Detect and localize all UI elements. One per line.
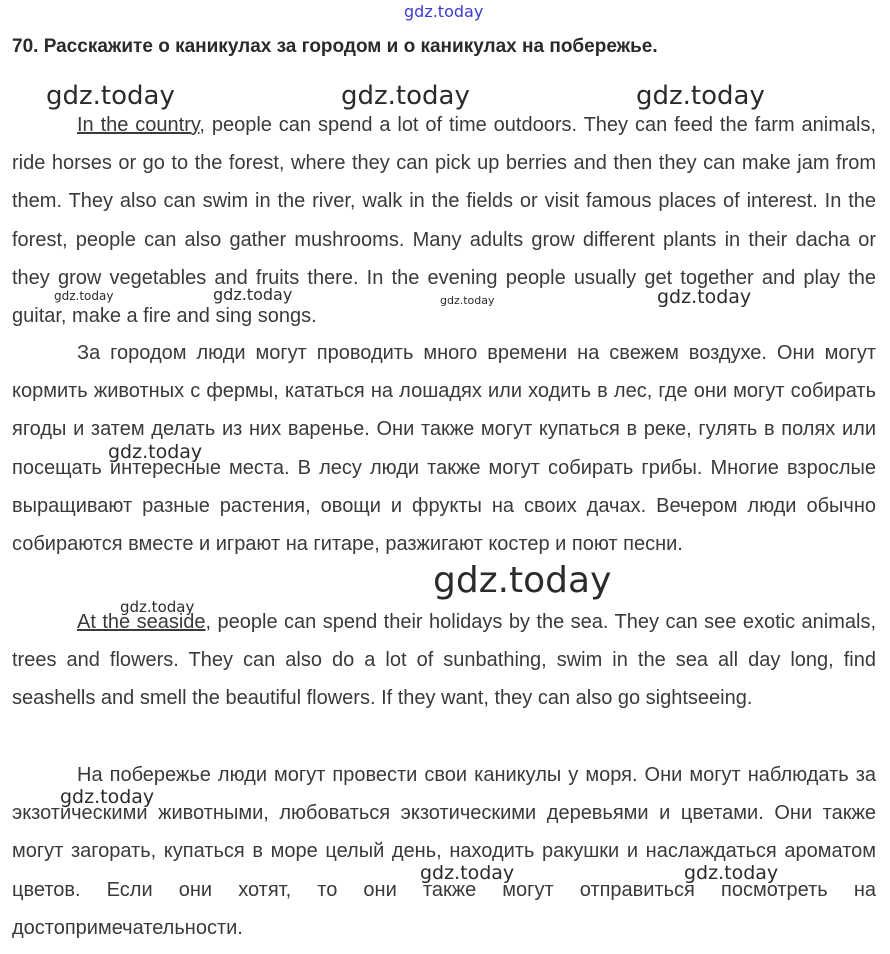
paragraph-seaside-english bbox=[12, 603, 876, 718]
watermark: gdz.today bbox=[440, 294, 495, 307]
watermark: gdz.today bbox=[54, 289, 114, 303]
watermark: gdz.today bbox=[108, 441, 203, 463]
exercise-title: 70. Расскажите о каникулах за городом и о каникулах на побережье. bbox=[12, 36, 658, 57]
watermark: gdz.today bbox=[46, 81, 175, 111]
watermark: gdz.today bbox=[657, 286, 752, 308]
watermark: gdz.today bbox=[420, 862, 515, 884]
watermark: gdz.today bbox=[120, 598, 195, 616]
paragraph-text: , people can spend their holidays by the sea. They can see exotic animals, trees and flowers. They can also do a lot of sunbathing, swim in the sea all day long, find seashells and smell the beautiful flowers. If they want, they can also go sightseeing. bbox=[12, 611, 876, 710]
watermark: gdz.today bbox=[636, 81, 765, 111]
lead-in-the-country: In the country bbox=[77, 114, 200, 136]
watermark: gdz.today bbox=[684, 862, 779, 884]
watermark: gdz.today bbox=[213, 285, 293, 304]
paragraph-text: , people can spend a lot of time outdoors. They can feed the farm animals, ride horses or go to the forest, where they can pick up berries and then they can make jam from them. They also can swim in the river, walk in the fields or visit famous places of interest. In the forest, people can also gather mushrooms. Many adults grow different plants in their dacha or they grow vegetables and fruits there. In the evening people usually get together and play the guitar, make a fire and sing songs. bbox=[12, 114, 876, 328]
lead-at-the-seaside: At the seaside bbox=[77, 611, 206, 633]
paragraph-seaside-russian: На побережье люди могут провести свои каникулы у моря. Они могут наблюдать за экзотическими животными, любоваться экзотическими деревьями и цветами. Они также могут загорать, купаться в море целый день, находить ракушки и наслаждаться ароматом цветов. Если они хотят, то они также могут отправиться посмотреть на достопримечательности. bbox=[12, 764, 876, 939]
watermark-top: gdz.today bbox=[404, 2, 484, 21]
paragraph-country-russian: За городом люди могут проводить много времени на свежем воздухе. Они могут кормить животных с фермы, кататься на лошадях или ходить в лес, где они могут собирать ягоды и затем делать из них варенье. Они также могут купаться в реке, гулять в полях или посещать интересные места. В лесу люди также могут собирать грибы. Многие взрослые выращивают разные растения, овощи и фрукты на своих дачах. Вечером люди обычно собираются вместе и играют на гитаре, разжигают костер и поют песни. bbox=[12, 342, 876, 556]
watermark: gdz.today bbox=[433, 560, 612, 601]
watermark: gdz.today bbox=[341, 81, 470, 111]
watermark: gdz.today bbox=[60, 786, 155, 808]
